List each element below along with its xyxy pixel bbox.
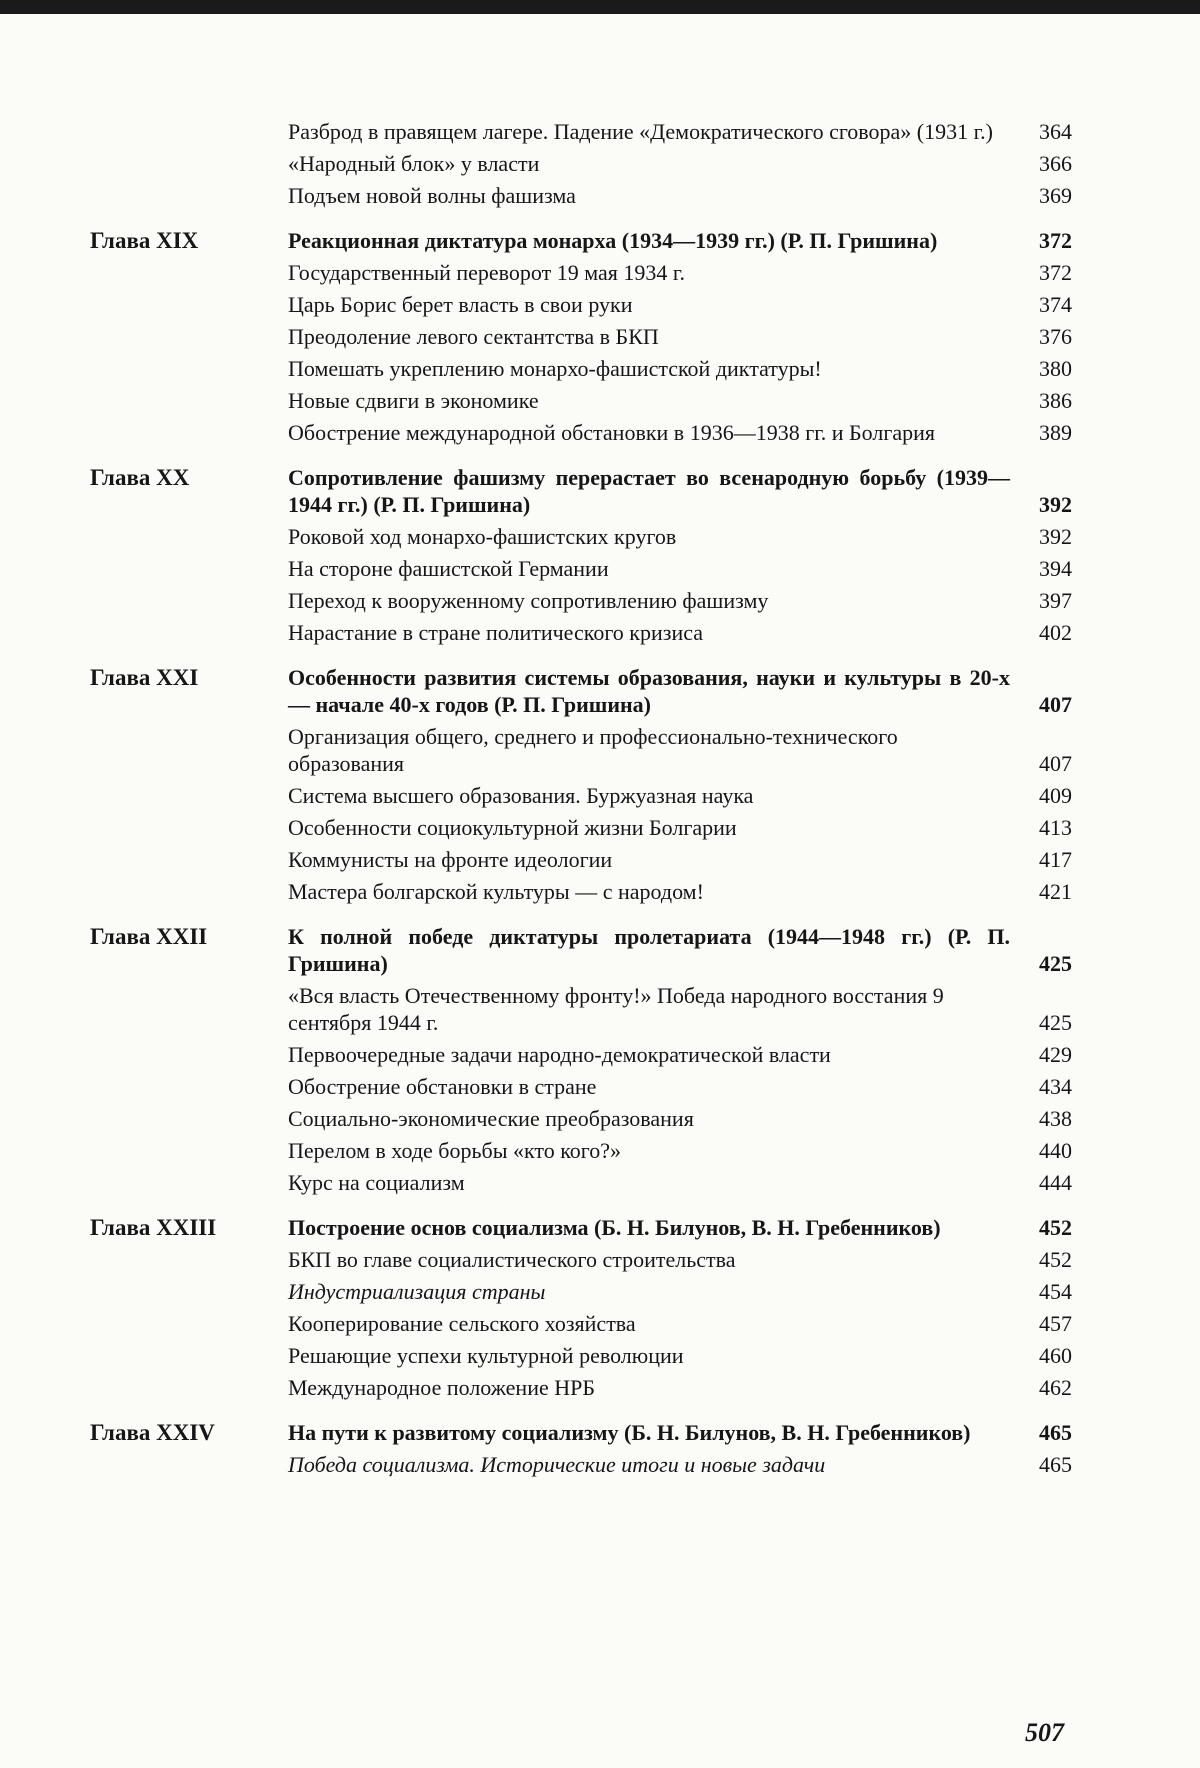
entry-title: Международное положение НРБ: [288, 1375, 595, 1400]
entry-page-number: 452: [1039, 1247, 1072, 1272]
entry-title: Индустриализация страны: [288, 1279, 546, 1304]
toc-entry: [288, 878, 1110, 905]
chapter-section: [0, 923, 1200, 1196]
entry-page-number: 452: [1039, 1215, 1072, 1240]
entry-title: Реакционная диктатура монарха (1934—1939 гг.) (Р. П. Гришина): [288, 228, 938, 253]
entry-title: Победа социализма. Исторические итоги и новые задачи: [288, 1452, 826, 1477]
entry-page-number: 402: [1039, 620, 1072, 645]
toc-entry: [288, 182, 1110, 209]
toc-entry: [288, 419, 1110, 446]
entry-title: Особенности развития системы образования, науки и культуры в 20-х — начале 40-х годов (Р. П. Гришина): [288, 665, 1010, 717]
toc-entry: [288, 1451, 1110, 1478]
entry-title: Коммунисты на фронте идеологии: [288, 847, 613, 872]
entry-title: Решающие успехи культурной революции: [288, 1343, 684, 1368]
entry-page-number: 376: [1039, 324, 1072, 349]
entry-title: БКП во главе социалистического строительства: [288, 1247, 736, 1272]
entry-page-number: 389: [1039, 420, 1072, 445]
toc-entry: [288, 355, 1110, 382]
entry-title: «Вся власть Отечественному фронту!» Победа народного восстания 9 сентября 1944 г.: [288, 983, 944, 1035]
entry-page-number: 465: [1039, 1452, 1072, 1477]
chapter-title-entry: [288, 923, 1110, 977]
entry-page-number: 374: [1039, 292, 1072, 317]
chapter-title-entry: [288, 1419, 1110, 1446]
chapter-section: [0, 1419, 1200, 1478]
toc-entry: [288, 1374, 1110, 1401]
entry-title: Построение основ социализма (Б. Н. Билунов, В. Н. Гребенников): [288, 1215, 941, 1240]
toc-entry: [288, 1105, 1110, 1132]
entry-title: Нарастание в стране политического кризиса: [288, 620, 704, 645]
toc-entry: [288, 555, 1110, 582]
entry-page-number: 429: [1039, 1042, 1072, 1067]
toc-entry: [288, 323, 1110, 350]
entry-title: Роковой ход монархо-фашистских кругов: [288, 524, 677, 549]
chapter-section: [0, 1214, 1200, 1401]
page-number: 507: [1025, 1718, 1064, 1747]
entry-title: Кооперирование сельского хозяйства: [288, 1311, 636, 1336]
toc-entry: [288, 846, 1110, 873]
chapter-label: Глава XXIV: [90, 1420, 215, 1445]
entry-page-number: 392: [1039, 524, 1072, 549]
entry-page-number: 465: [1039, 1420, 1072, 1445]
chapter-label: Глава XXII: [90, 924, 208, 949]
toc-entry: [288, 259, 1110, 286]
toc-entry: [288, 291, 1110, 318]
entry-title: На пути к развитому социализму (Б. Н. Билунов, В. Н. Гребенников): [288, 1420, 971, 1445]
entry-page-number: 454: [1039, 1279, 1072, 1304]
entry-title: Царь Борис берет власть в свои руки: [288, 292, 633, 317]
entry-page-number: 440: [1039, 1138, 1072, 1163]
entry-page-number: 369: [1039, 183, 1072, 208]
entry-title: Первоочередные задачи народно-демократической власти: [288, 1042, 831, 1067]
entry-page-number: 421: [1039, 879, 1072, 904]
entry-page-number: 372: [1039, 228, 1072, 253]
entry-page-number: 425: [1039, 1010, 1072, 1035]
entry-title: Организация общего, среднего и профессионально-технического образования: [288, 724, 898, 776]
entry-title: Сопротивление фашизму перерастает во всенародную борьбу (1939—1944 гг.) (Р. П. Гришина): [288, 465, 1010, 517]
toc-entry: [288, 150, 1110, 177]
chapter-title-entry: [288, 664, 1110, 718]
entry-title: Перелом в ходе борьбы «кто кого?»: [288, 1138, 622, 1163]
toc-entry: [288, 1169, 1110, 1196]
entry-page-number: 407: [1039, 692, 1072, 717]
toc-entry: [288, 1278, 1110, 1305]
toc-entry: [288, 1041, 1110, 1068]
entry-page-number: 462: [1039, 1375, 1072, 1400]
entry-page-number: 407: [1039, 751, 1072, 776]
entry-title: Мастера болгарской культуры — с народом!: [288, 879, 704, 904]
entry-page-number: 413: [1039, 815, 1072, 840]
entry-title: Особенности социокультурной жизни Болгарии: [288, 815, 737, 840]
entry-page-number: 457: [1039, 1311, 1072, 1336]
entry-title: Подъем новой волны фашизма: [288, 183, 576, 208]
entry-title: На стороне фашистской Германии: [288, 556, 609, 581]
scan-top-edge: [0, 0, 1200, 14]
toc-entry: [288, 587, 1110, 614]
chapter-section: [0, 118, 1200, 209]
entry-title: Курс на социализм: [288, 1170, 465, 1195]
entry-title: Система высшего образования. Буржуазная наука: [288, 783, 754, 808]
chapter-section: [0, 464, 1200, 646]
chapter-label: Глава XXI: [90, 665, 199, 690]
entry-title: Преодоление левого сектантства в БКП: [288, 324, 659, 349]
toc-entry: [288, 1073, 1110, 1100]
entry-page-number: 394: [1039, 556, 1072, 581]
entry-page-number: 397: [1039, 588, 1072, 613]
toc-entry: [288, 782, 1110, 809]
entry-page-number: 434: [1039, 1074, 1072, 1099]
chapter-title-entry: [288, 227, 1110, 254]
entry-title: Социально-экономические преобразования: [288, 1106, 694, 1131]
entry-page-number: 438: [1039, 1106, 1072, 1131]
entry-page-number: 372: [1039, 260, 1072, 285]
toc-entry: [288, 723, 1110, 777]
entry-page-number: 444: [1039, 1170, 1072, 1195]
toc-entry: [288, 1246, 1110, 1273]
toc-entry: [288, 387, 1110, 414]
chapter-title-entry: [288, 464, 1110, 518]
entry-title: «Народный блок» у власти: [288, 151, 540, 176]
toc-entry: [288, 814, 1110, 841]
chapter-label: Глава XX: [90, 465, 190, 490]
entry-page-number: 460: [1039, 1343, 1072, 1368]
entry-title: Новые сдвиги в экономике: [288, 388, 539, 413]
entry-title: Государственный переворот 19 мая 1934 г.: [288, 260, 685, 285]
entry-title: Разброд в правящем лагере. Падение «Демократического сговора» (1931 г.): [288, 119, 993, 144]
entry-page-number: 392: [1039, 492, 1072, 517]
toc-entry: [288, 1342, 1110, 1369]
entry-page-number: 386: [1039, 388, 1072, 413]
chapter-label: Глава XXIII: [90, 1215, 217, 1240]
entry-title: К полной победе диктатуры пролетариата (1944—1948 гг.) (Р. П. Гришина): [288, 924, 1010, 976]
toc-entry: [288, 118, 1110, 145]
toc-entry: [288, 1310, 1110, 1337]
entry-page-number: 366: [1039, 151, 1072, 176]
entry-title: Помешать укреплению монархо-фашистской диктатуры!: [288, 356, 822, 381]
chapter-label: Глава XIX: [90, 228, 199, 253]
toc-entry: [288, 982, 1110, 1036]
toc-entry: [288, 619, 1110, 646]
entry-page-number: 425: [1039, 951, 1072, 976]
entry-title: Переход к вооруженному сопротивлению фашизму: [288, 588, 769, 613]
chapter-section: [0, 227, 1200, 446]
table-of-contents: [0, 118, 1200, 1496]
entry-title: Обострение обстановки в стране: [288, 1074, 597, 1099]
toc-entry: [288, 1137, 1110, 1164]
entry-page-number: 380: [1039, 356, 1072, 381]
entry-title: Обострение международной обстановки в 1936—1938 гг. и Болгария: [288, 420, 936, 445]
chapter-title-entry: [288, 1214, 1110, 1241]
entry-page-number: 417: [1039, 847, 1072, 872]
chapter-section: [0, 664, 1200, 905]
entry-page-number: 409: [1039, 783, 1072, 808]
entry-page-number: 364: [1039, 119, 1072, 144]
toc-entry: [288, 523, 1110, 550]
